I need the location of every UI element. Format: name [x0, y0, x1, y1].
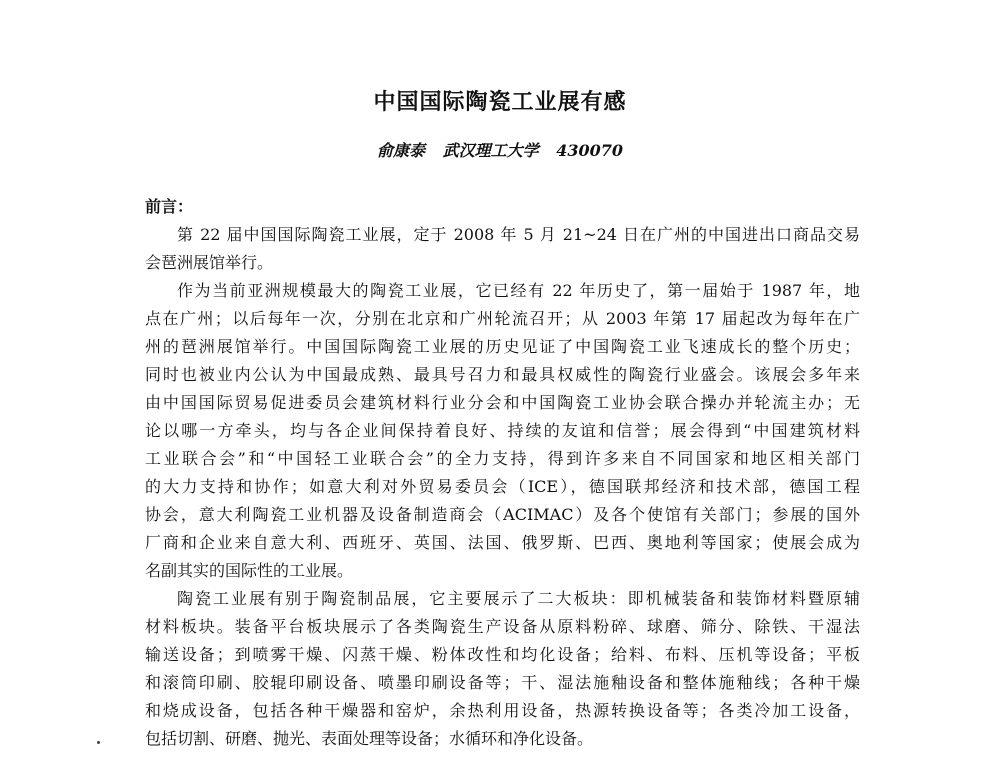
author-name: 俞康泰 [377, 141, 426, 160]
byline [0, 140, 1000, 162]
text-line: 陶瓷工业展有别于陶瓷制品展，它主要展示了二大板块：即机械装备和装饰材料暨原辅 [177, 589, 860, 608]
text-line: 论以哪一方牵头，均与各企业间保持着良好、持续的友谊和信誉；展会得到“中国建筑材料 [145, 421, 860, 440]
text-line: 点在广州；以后每年一次，分别在北京和广州轮流召开；从 2003 年第 17 届起改为每年在广 [145, 309, 860, 328]
text-line: 的大力支持和协作；如意大利对外贸易委员会（ICE），德国联邦经济和技术部，德国工程 [145, 477, 860, 496]
postcode: 430070 [556, 141, 623, 160]
paragraph-3 [145, 585, 860, 753]
affiliation: 武汉理工大学 [442, 141, 539, 160]
section-heading: 前言： [145, 197, 194, 216]
text-line: 由中国国际贸易促进委员会建筑材料行业分会和中国陶瓷工业协会联合操办并轮流主办；无 [145, 393, 860, 412]
article-title: 中国国际陶瓷工业展有感 [373, 90, 627, 115]
text-line: 作为当前亚洲规模最大的陶瓷工业展，它已经有 22 年历史了，第一届始于 1987 年，地 [177, 281, 860, 300]
text-line: 州的琶洲展馆举行。中国国际陶瓷工业展的历史见证了中国陶瓷工业飞速成长的整个历史； [145, 337, 860, 356]
article-body [145, 193, 860, 753]
text-line: 包括切割、研磨、抛光、表面处理等设备；水循环和净化设备。 [145, 729, 594, 748]
text-line: 会琶洲展馆举行。 [145, 253, 274, 272]
text-line: 名副其实的国际性的工业展。 [145, 561, 354, 580]
paragraph-2 [145, 277, 860, 585]
scan-speck [97, 741, 100, 744]
text-line: 输送设备；到喷雾干燥、闪蒸干燥、粉体改性和均化设备；给料、布料、压机等设备；平板 [145, 645, 860, 664]
text-line: 同时也被业内公认为中国最成熟、最具号召力和最具权威性的陶瓷行业盛会。该展会多年来 [145, 365, 860, 384]
text-line: 和烧成设备，包括各种干燥器和窑炉，余热利用设备，热源转换设备等；各类冷加工设备， [145, 701, 860, 720]
text-line: 厂商和企业来自意大利、西班牙、英国、法国、俄罗斯、巴西、奥地利等国家；使展会成为 [145, 533, 860, 552]
text-line: 协会，意大利陶瓷工业机器及设备制造商会（ACIMAC）及各个使馆有关部门；参展的国外 [145, 505, 860, 524]
text-line: 和滚筒印刷、胶辊印刷设备、喷墨印刷设备等；干、湿法施釉设备和整体施釉线；各种干燥 [145, 673, 860, 692]
text-line: 工业联合会”和“中国轻工业联合会”的全力支持，得到许多来自不同国家和地区相关部门 [145, 449, 860, 468]
text-line: 第 22 届中国国际陶瓷工业展，定于 2008 年 5 月 21~24 日在广州的中国进出口商品交易 [177, 225, 860, 244]
text-line: 材料板块。装备平台板块展示了各类陶瓷生产设备从原料粉碎、球磨、筛分、除铁、干湿法 [145, 617, 860, 636]
paragraph-1 [145, 221, 860, 277]
